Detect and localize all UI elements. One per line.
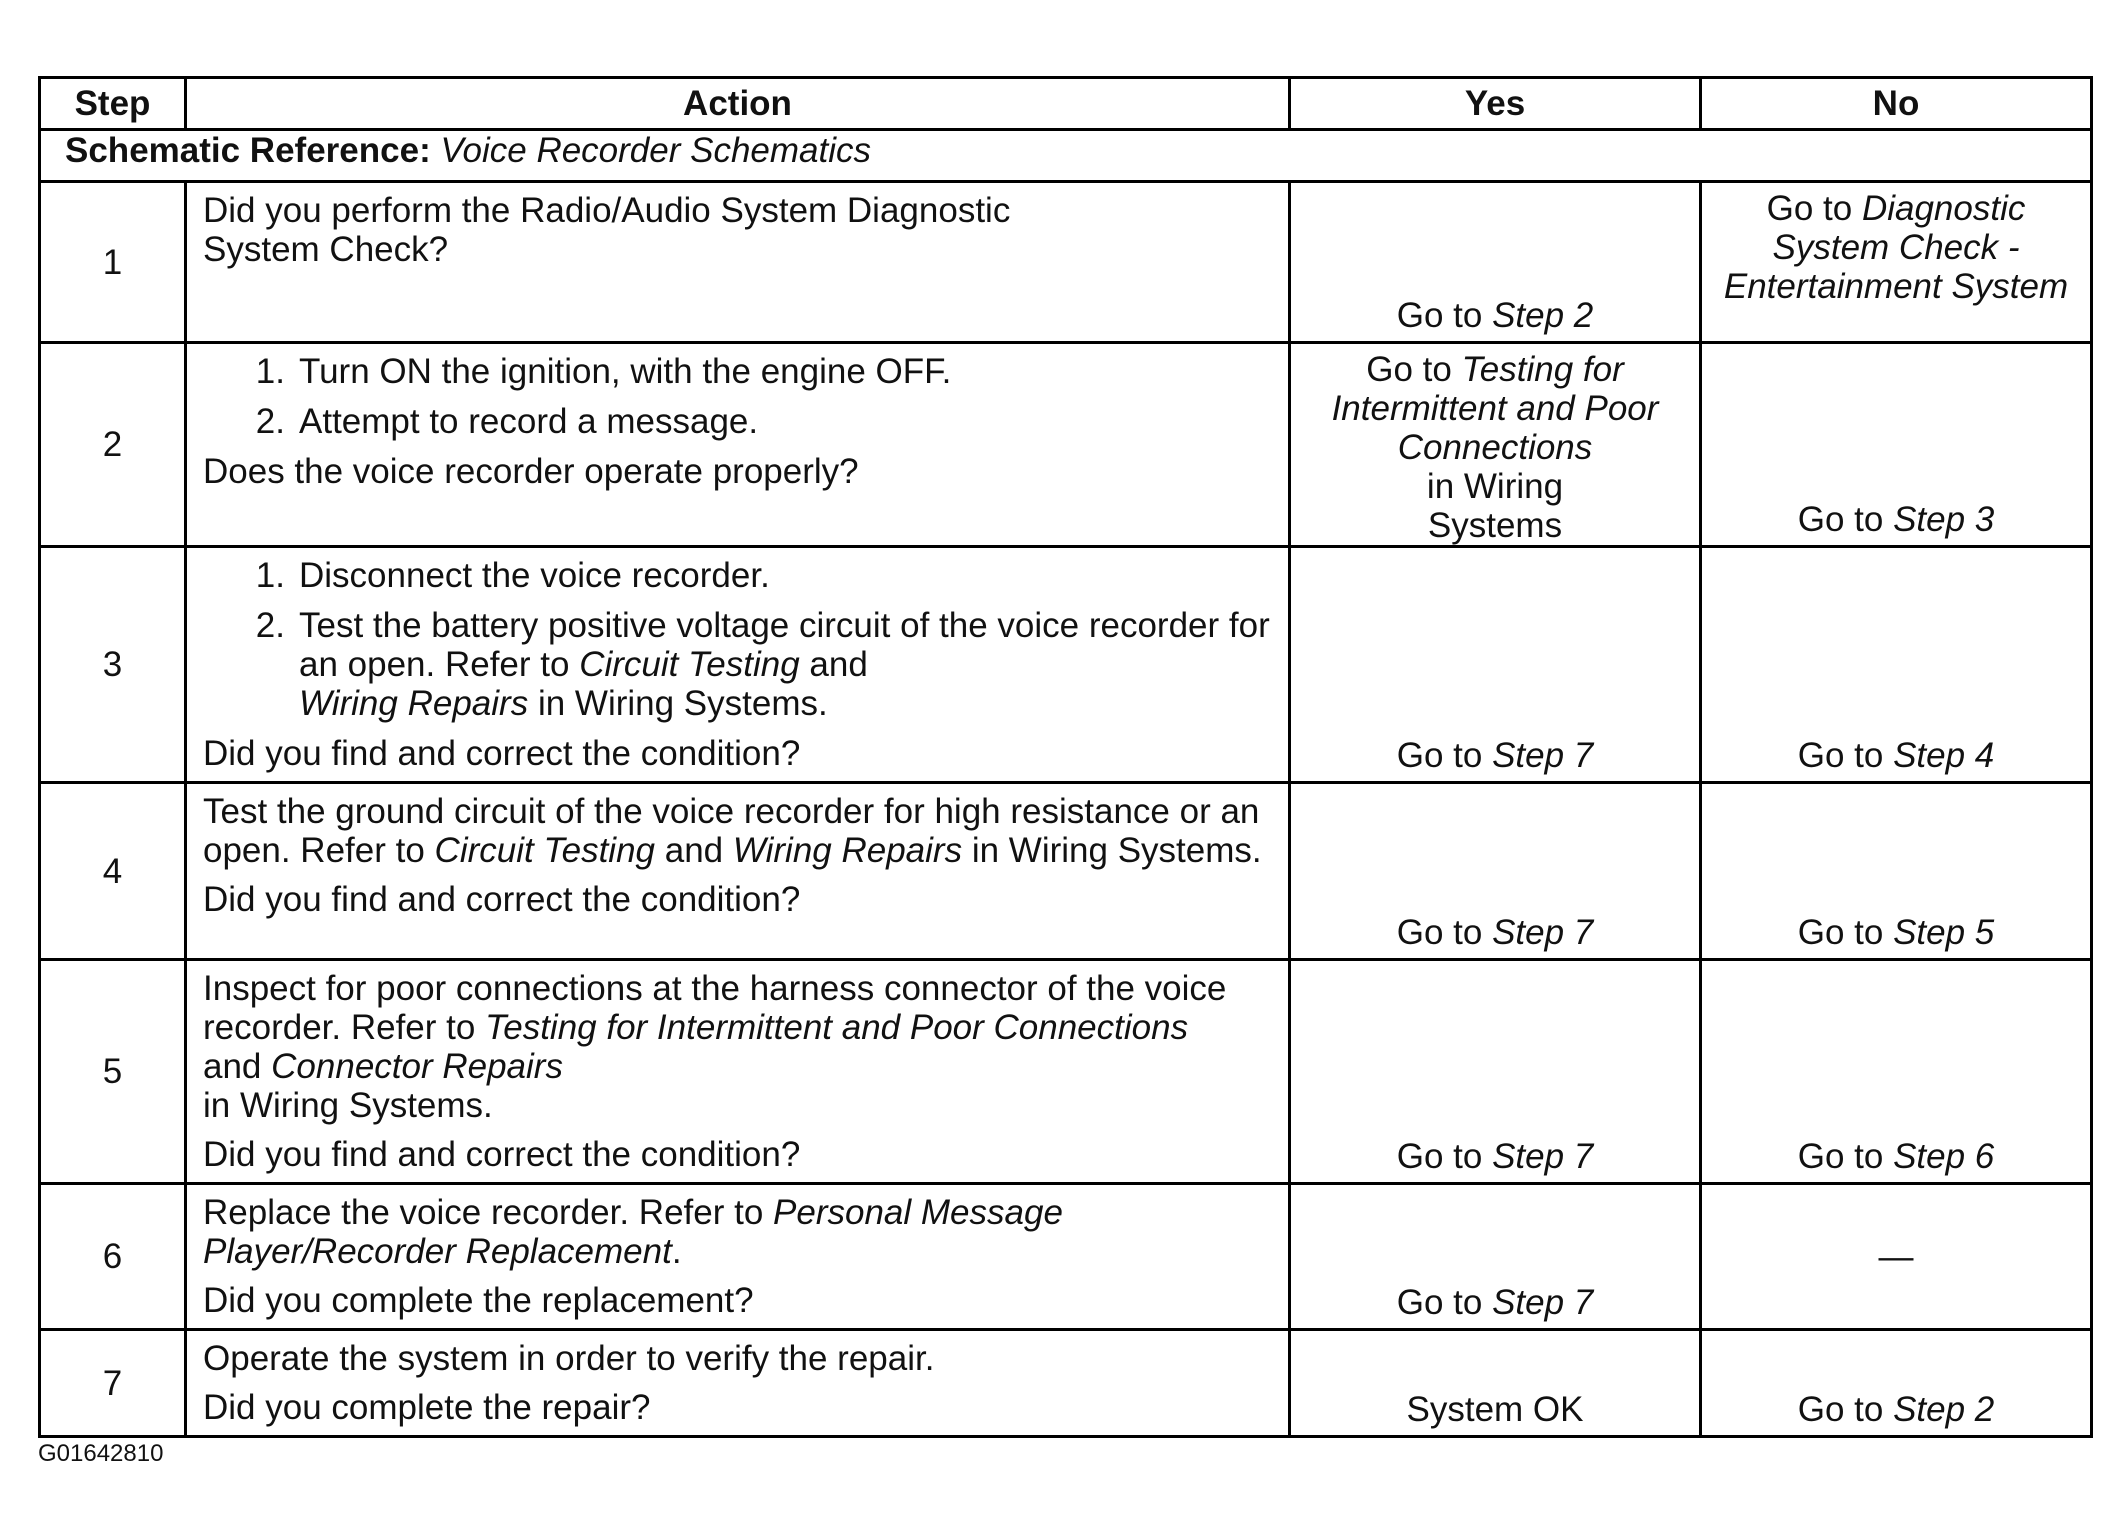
yes-cell: Go to Step 7 [1290, 547, 1701, 783]
no-cell: Go to Step 2 [1701, 1330, 2092, 1437]
no-link[interactable]: Step 4 [1893, 736, 1995, 775]
schematic-reference [40, 130, 2092, 182]
header-action: Action [186, 78, 1290, 130]
table-row [40, 343, 2092, 547]
action-steps [203, 352, 1274, 441]
list-item: 1. Disconnect the voice recorder. [255, 556, 770, 595]
figure-id: G01642810 [38, 1440, 164, 1467]
action-question: Did you find and correct the condition? [203, 1135, 801, 1174]
replacement-procedure-link[interactable]: Personal Message Player/Recorder Replacement [203, 1193, 1063, 1271]
action-cell [186, 343, 1290, 547]
header-row [40, 78, 2092, 130]
action-cell [186, 547, 1290, 783]
diagnostic-table [38, 76, 2093, 1438]
no-cell [1701, 1184, 2092, 1330]
step-number: 6 [40, 1184, 186, 1330]
list-item: 1. Turn ON the ignition, with the engine OFF. [255, 352, 952, 391]
schematic-link[interactable]: Voice Recorder Schematics [440, 131, 872, 170]
action-text: Did you perform the Radio/Audio System Diagnostic System Check? [203, 191, 1011, 269]
action-text: Inspect for poor connections at the harness connector of the voice recorder. Refer to Testing for Intermittent and Poor Connections and Connector Repairs in Wiring Systems. [203, 969, 1227, 1125]
header-yes: Yes [1290, 78, 1701, 130]
action-question: Did you complete the replacement? [203, 1281, 754, 1320]
circuit-testing-link[interactable]: Circuit Testing [434, 831, 656, 870]
header-no: No [1701, 78, 2092, 130]
no-prefix: Go to [1797, 500, 1884, 539]
yes-prefix: Go to [1396, 296, 1483, 335]
yes-link[interactable]: Testing for Intermittent and Poor Connections [1331, 350, 1659, 467]
action-cell [186, 1330, 1290, 1437]
no-value: — [1878, 1237, 1914, 1276]
action-cell [186, 182, 1290, 343]
intermittent-connections-link[interactable]: Testing for Intermittent and Poor Connections [485, 1008, 1189, 1047]
yes-cell: Go to Step 7 [1290, 1184, 1701, 1330]
no-link[interactable]: Step 2 [1893, 1390, 1995, 1429]
table-row [40, 960, 2092, 1184]
yes-cell: Go to Step 7 [1290, 960, 1701, 1184]
step-number: 3 [40, 547, 186, 783]
no-link[interactable]: Step 3 [1893, 500, 1995, 539]
step-number: 5 [40, 960, 186, 1184]
no-link[interactable]: Diagnostic System Check - Entertainment System [1723, 189, 2069, 306]
table-row [40, 547, 2092, 783]
yes-link[interactable]: Step 7 [1492, 736, 1594, 775]
action-text: Test the ground circuit of the voice recorder for high resistance or an open. Refer to Circuit Testing and Wiring Repairs in Wiring Systems. [203, 792, 1262, 870]
table-row [40, 1330, 2092, 1437]
yes-cell [1290, 182, 1701, 343]
wiring-repairs-link[interactable]: Wiring Repairs [732, 831, 963, 870]
yes-cell [1290, 343, 1701, 547]
yes-link[interactable]: Step 2 [1492, 296, 1594, 335]
schematic-label: Schematic Reference: [65, 131, 431, 170]
action-question: Did you complete the repair? [203, 1388, 651, 1427]
header-step: Step [40, 78, 186, 130]
action-question: Does the voice recorder operate properly? [203, 452, 859, 491]
action-text: Replace the voice recorder. Refer to Personal Message Player/Recorder Replacement. [203, 1193, 1063, 1271]
step-number: 7 [40, 1330, 186, 1437]
schematic-reference-row [40, 130, 2092, 182]
no-cell: Go to Step 5 [1701, 783, 2092, 960]
circuit-testing-link[interactable]: Circuit Testing [579, 645, 800, 684]
table-row [40, 182, 2092, 343]
no-cell [1701, 182, 2092, 343]
no-prefix: Go to [1766, 189, 1853, 228]
yes-cell: Go to Step 7 [1290, 783, 1701, 960]
step-number: 1 [40, 182, 186, 343]
yes-prefix: Go to [1366, 350, 1452, 389]
connector-repairs-link[interactable]: Connector Repairs [271, 1047, 563, 1086]
no-link[interactable]: Step 6 [1893, 1137, 1995, 1176]
action-cell [186, 1184, 1290, 1330]
yes-value: System OK [1406, 1390, 1584, 1429]
yes-link[interactable]: Step 7 [1492, 913, 1594, 952]
table-row [40, 783, 2092, 960]
yes-cell [1290, 1330, 1701, 1437]
action-question: Did you find and correct the condition? [203, 734, 801, 773]
step-number: 2 [40, 343, 186, 547]
step-number: 4 [40, 783, 186, 960]
action-text: Operate the system in order to verify the repair. [203, 1339, 935, 1378]
list-item: 2. Attempt to record a message. [255, 402, 759, 441]
no-link[interactable]: Step 5 [1893, 913, 1995, 952]
no-cell: Go to Step 4 [1701, 547, 2092, 783]
yes-link[interactable]: Step 7 [1492, 1137, 1594, 1176]
table-row [40, 1184, 2092, 1330]
wiring-repairs-link[interactable]: Wiring Repairs [299, 684, 529, 723]
no-cell: Go to Step 6 [1701, 960, 2092, 1184]
list-item: 2. Test the battery positive voltage circuit of the voice recorder for an open. Refer to Circuit Testing and Wiring Repairs in Wiring Systems. [255, 606, 1270, 723]
action-cell [186, 960, 1290, 1184]
yes-suffix: in Wiring Systems [1426, 467, 1564, 545]
action-steps [203, 556, 1274, 723]
action-question: Did you find and correct the condition? [203, 880, 801, 919]
yes-link[interactable]: Step 7 [1492, 1283, 1594, 1322]
no-cell [1701, 343, 2092, 547]
action-cell [186, 783, 1290, 960]
